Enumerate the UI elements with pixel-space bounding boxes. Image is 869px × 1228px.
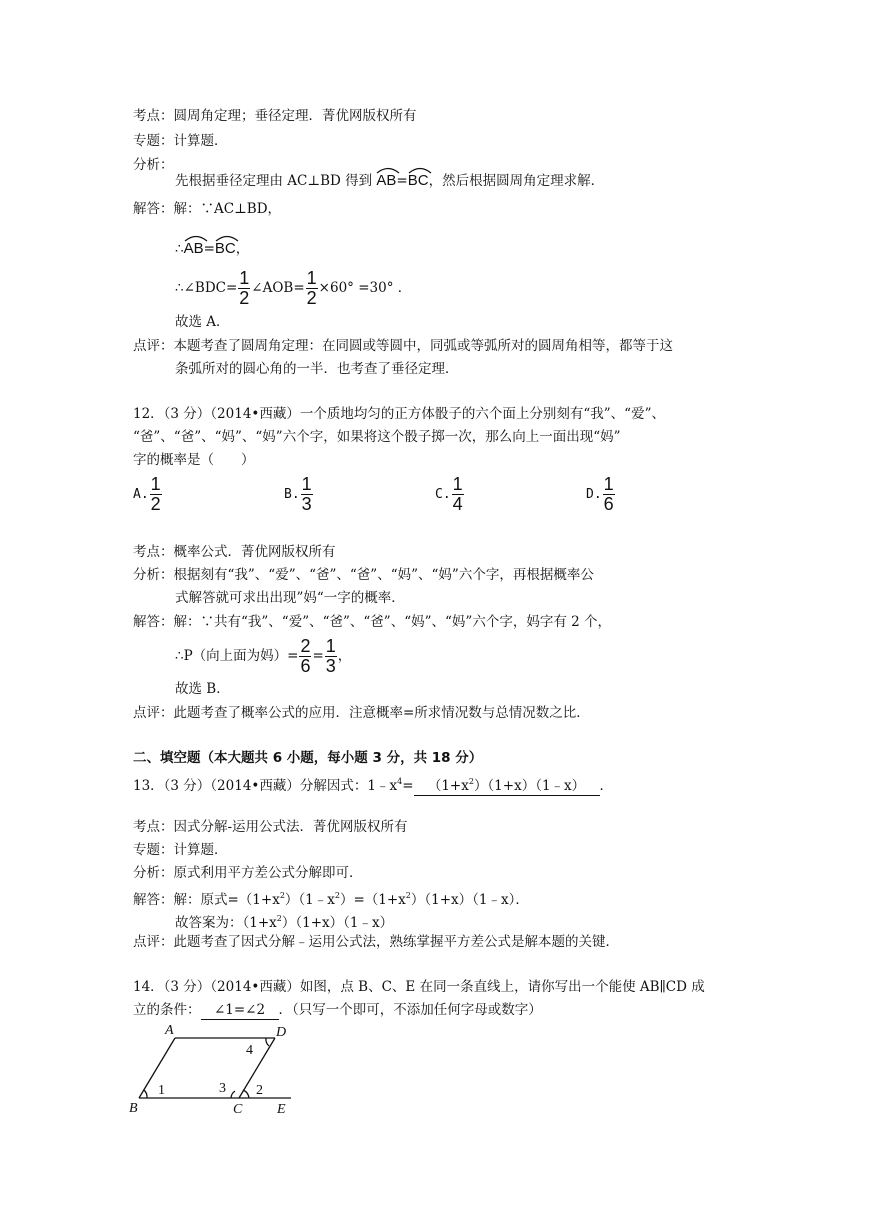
superscript: 2	[405, 891, 411, 900]
q11-pingping-2: 条弧所对的圆心角的一半．也考查了垂径定理．	[175, 361, 459, 377]
q12-option-a	[133, 475, 163, 514]
equals-sign: =	[312, 648, 324, 664]
option-label: D.	[586, 487, 602, 502]
numerator: 1	[306, 268, 317, 288]
numerator: 1	[452, 474, 463, 494]
q12-pingping: 点评：此题考查了概率公式的应用．注意概率=所求情况数与总情况数之比．	[133, 705, 590, 721]
angle-4-arc	[266, 1038, 269, 1046]
q11-jieda: 解答：解：∵AC⊥BD，	[133, 201, 282, 217]
label-e: E	[277, 1102, 286, 1117]
stem-text: 立的条件：	[133, 1002, 201, 1018]
fraction	[325, 637, 337, 676]
comma: ，	[337, 648, 352, 664]
comma: ，	[235, 241, 250, 257]
fraction	[603, 475, 615, 514]
step-text: ）（1+x）（1﹣x）．	[410, 892, 529, 908]
q12-option-d	[586, 475, 616, 514]
answer-text: 故答案为：（1+x	[175, 915, 277, 931]
numerator: 1	[150, 474, 161, 494]
denominator: 6	[300, 656, 311, 676]
q11-fenxi-label: 分析：	[133, 157, 174, 173]
arc-bc: BC	[215, 234, 236, 258]
section-title: 二、填空题（本大题共 6 小题，每小题 3 分，共 18 分）	[133, 750, 483, 766]
q11-zhuanti: 专题：计算题．	[133, 133, 228, 149]
fraction	[301, 475, 313, 514]
q14-stem-2	[133, 1001, 542, 1020]
label-d: D	[276, 1025, 287, 1040]
q13-pingping: 点评：此题考查了因式分解﹣运用公式法，熟练掌握平方差公式是解本题的关键．	[133, 934, 619, 950]
q12-stem-1: 12．（3 分）（2014•西藏）一个质地均匀的正方体骰子的六个面上分别刻有“我”、“爱”、	[133, 406, 665, 422]
numerator: 1	[301, 474, 312, 494]
q14-stem-1: 14．（3 分）（2014•西藏）如图，点 B、C、E 在同一条直线上，请你写出一个能使 AB∥CD 成	[133, 979, 705, 995]
q11-fenxi-text-a: 先根据垂径定理由 AC⊥BD 得到	[175, 173, 373, 189]
step-text: ）（1﹣x	[284, 892, 335, 908]
fraction	[452, 475, 464, 514]
angle-3-arc	[231, 1091, 235, 1098]
equals-sign: =	[402, 778, 414, 794]
numerator: 2	[300, 636, 311, 656]
prob-text: ∴P（向上面为妈）=	[175, 648, 299, 664]
answer-text: ）（1+x）（1﹣x）	[281, 915, 394, 931]
denominator: 2	[239, 288, 250, 308]
q13-kaodian: 考点：因式分解-运用公式法．菁优网版权所有	[133, 819, 408, 835]
bdc-text: ∴∠BDC=	[175, 280, 238, 296]
label-angle-3: 3	[219, 1081, 226, 1096]
denominator: 4	[452, 494, 463, 514]
label-b: B	[129, 1101, 138, 1116]
therefore-symbol: ∴	[175, 241, 184, 257]
q11-fenxi-eq: =	[396, 173, 408, 189]
superscript: 2	[279, 891, 285, 900]
label-angle-4: 4	[246, 1043, 253, 1058]
q12-option-c	[435, 475, 465, 514]
numerator: 1	[325, 636, 336, 656]
denominator: 6	[603, 494, 614, 514]
step-text: ）=（1+x	[339, 892, 406, 908]
step-text: 解答：解：原式=（1+x	[133, 892, 280, 908]
q12-choice: 故选 B．	[175, 681, 230, 697]
option-label: C.	[435, 487, 451, 502]
answer-blank	[414, 773, 600, 796]
answer-text: （1+x	[427, 778, 469, 794]
q12-fenxi-2: 式解答就可求出出现”妈“一字的概率．	[175, 590, 405, 606]
answer-blank: ∠1=∠2	[201, 1001, 279, 1020]
fraction	[299, 637, 311, 676]
numerator: 1	[239, 268, 250, 288]
q12-jieda-2	[175, 636, 351, 676]
denominator: 2	[150, 494, 161, 514]
label-angle-2: 2	[256, 1083, 263, 1098]
q12-jieda-1: 解答：解：∵共有“我”、“爱”、“爸”、“爸”、“妈”、“妈”六个字，妈字有 2 个，	[133, 614, 611, 630]
segment-ab	[139, 1038, 175, 1098]
superscript: 2	[276, 914, 282, 923]
q12-option-b	[284, 475, 314, 514]
angle-2-arc	[243, 1090, 249, 1098]
period: ．	[599, 778, 613, 794]
q11-fenxi-line	[175, 166, 604, 190]
q11-pingping-1: 点评：本题考查了圆周角定理：在同圆或等圆中，同弧或等弧所对的圆周角相等，都等于这	[133, 338, 673, 354]
q13-zhuanti: 专题：计算题．	[133, 842, 228, 858]
option-label: B.	[284, 487, 300, 502]
q13-fenxi: 分析：原式利用平方差公式分解即可．	[133, 865, 363, 881]
denominator: 3	[325, 656, 336, 676]
angle-1-arc	[144, 1090, 147, 1098]
q12-kaodian: 考点：概率公式．菁优网版权所有	[133, 544, 336, 560]
denominator: 2	[306, 288, 317, 308]
q13-stem	[133, 773, 613, 796]
superscript: 2	[468, 777, 474, 786]
stem-text: ．（只写一个即可，不添加任何字母或数字）	[278, 1002, 542, 1018]
equals-sign: =	[203, 241, 215, 257]
option-label: A.	[133, 487, 149, 502]
fraction	[306, 269, 318, 308]
q12-stem-2: “爸”、“爸”、“妈”、“妈”六个字，如果将这个骰子掷一次，那么向上一面出现“妈”	[133, 429, 621, 445]
fraction	[238, 269, 250, 308]
answer-text: ）（1+x）（1﹣x）	[473, 778, 586, 794]
q12-stem-3: 字的概率是（ ）	[133, 452, 255, 468]
q11-line3	[175, 268, 411, 308]
q11-fenxi-text-b: ，然后根据圆周角定理求解．	[428, 173, 605, 189]
q11-line2	[175, 234, 249, 258]
q12-fenxi-1: 分析：根据刻有“我”、“爱”、“爸”、“爸”、“妈”、“妈”六个字，再根据概率公	[133, 567, 594, 583]
stem-text: 13．（3 分）（2014•西藏）分解因式：1﹣x	[133, 778, 398, 794]
label-angle-1: 1	[158, 1083, 165, 1098]
parallelogram-figure	[125, 1020, 300, 1120]
label-c: C	[233, 1102, 243, 1117]
numerator: 1	[603, 474, 614, 494]
arc-bc: BC	[408, 166, 429, 190]
denominator: 3	[301, 494, 312, 514]
superscript: 4	[397, 777, 403, 786]
arc-ab: AB	[184, 234, 204, 258]
q13-jieda	[133, 887, 529, 909]
q11-kaodian: 考点：圆周角定理；垂径定理．菁优网版权所有	[133, 108, 417, 124]
aob-text: ∠AOB=	[251, 280, 305, 296]
q13-answer-line	[175, 910, 393, 932]
label-a: A	[165, 1023, 174, 1038]
result-text: ×60° =30° ．	[318, 280, 412, 296]
fraction	[150, 475, 162, 514]
q11-choice: 故选 A．	[175, 314, 230, 330]
arc-ab: AB	[376, 166, 396, 190]
superscript: 2	[334, 891, 340, 900]
